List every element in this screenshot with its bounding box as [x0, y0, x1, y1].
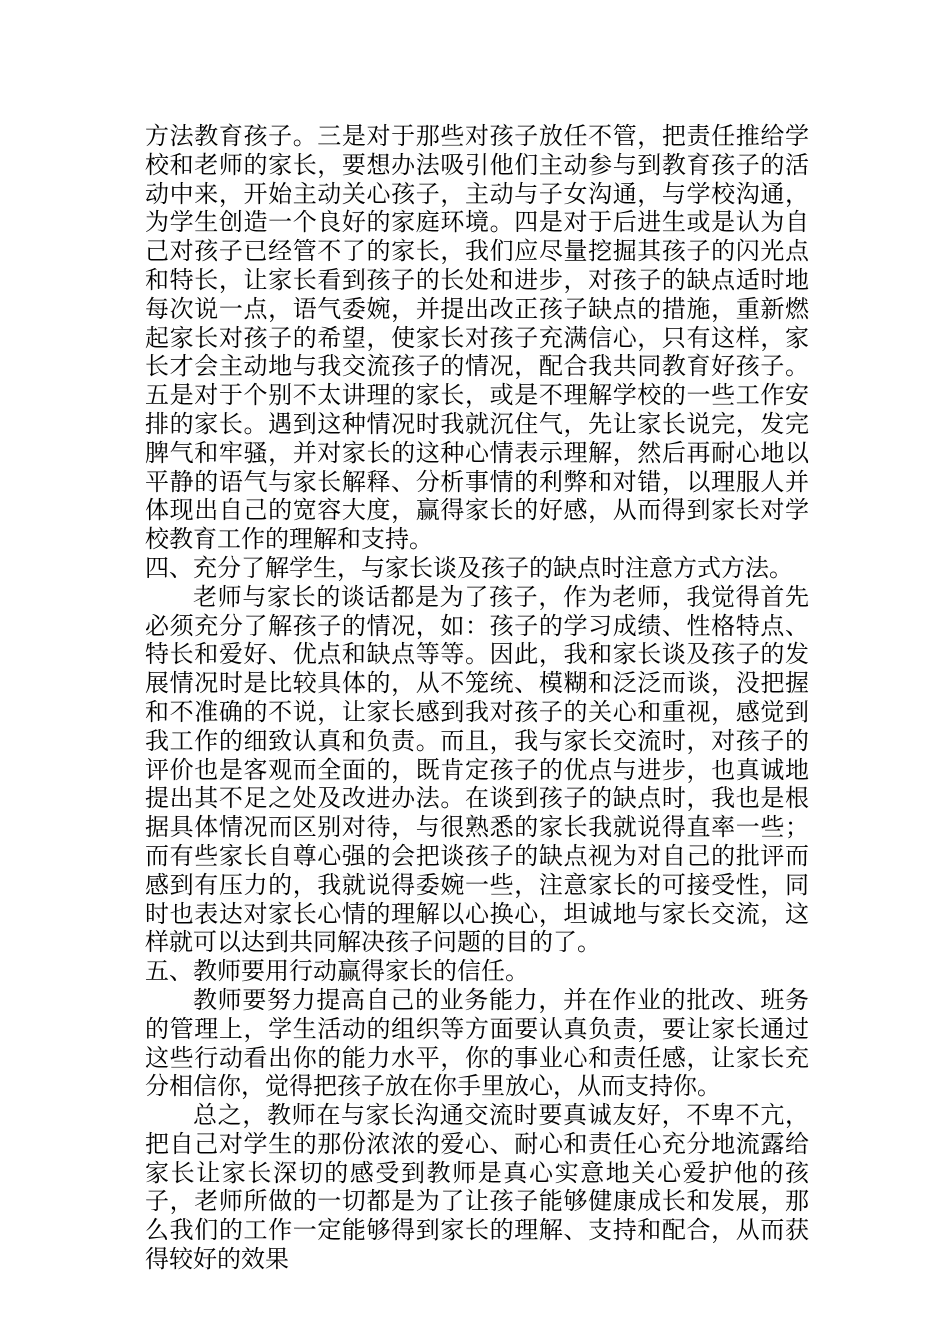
- paragraph-conclusion: 总之，教师在与家长沟通交流时要真诚友好，不卑不亢，把自己对学生的那份浓浓的爱心、耐心和责任心充分地流露给家长让家长深切的感受到教师是真心实意地关心爱护他的孩子，老师所做的一切都是为了让孩子能够健康成长和发展，那么我们的工作一定能够得到家长的理解、支持和配合，从而获得较好的效果: [145, 1101, 809, 1274]
- paragraph-teacher-actions: 教师要努力提高自己的业务能力，并在作业的批改、班务的管理上，学生活动的组织等方面要认真负责，要让家长通过这些行动看出你的能力水平，你的事业心和责任感，让家长充分相信你，觉得把孩子放在你手里放心，从而支持你。: [145, 985, 809, 1101]
- paragraph-understand-students: 老师与家长的谈话都是为了孩子，作为老师，我觉得首先必须充分了解孩子的情况，如：孩子的学习成绩、性格特点、特长和爱好、优点和缺点等等。因此，我和家长谈及孩子的发展情况时是比较具体的，从不笼统、模糊和泛泛而谈，没把握和不准确的不说，让家长感到我对孩子的关心和重视，感觉到我工作的细致认真和负责。而且，我与家长交流时，对孩子的评价也是客观而全面的，既肯定孩子的优点与进步，也真诚地提出其不足之处及改进办法。在谈到孩子的缺点时，我也是根据具体情况而区别对待，与很熟悉的家长我就说得直率一些；而有些家长自尊心强的会把谈孩子的缺点视为对自己的批评而感到有压力的，我就说得委婉一些，注意家长的可接受性，同时也表达对家长心情的理解以心换心，坦诚地与家长交流，这样就可以达到共同解决孩子问题的目的了。: [145, 582, 809, 957]
- section-heading-five: 五、教师要用行动赢得家长的信任。: [145, 957, 529, 986]
- section-heading-four: 四、充分了解学生，与家长谈及孩子的缺点时注意方式方法。: [145, 553, 793, 582]
- document-page: [145, 122, 809, 1274]
- paragraph-parent-types: 方法教育孩子。三是对于那些对孩子放任不管，把责任推给学校和老师的家长，要想办法吸引他们主动参与到教育孩子的活动中来，开始主动关心孩子，主动与子女沟通，与学校沟通，为学生创造一个良好的家庭环境。四是对于后进生或是认为自己对孩子已经管不了的家长，我们应尽量挖掘其孩子的闪光点和特长，让家长看到孩子的长处和进步，对孩子的缺点适时地每次说一点，语气委婉，并提出改正孩子缺点的措施，重新燃起家长对孩子的希望，使家长对孩子充满信心，只有这样，家长才会主动地与我交流孩子的情况，配合我共同教育好孩子。五是对于个别不太讲理的家长，或是不理解学校的一些工作安排的家长。遇到这种情况时我就沉住气，先让家长说完，发完脾气和牢骚，并对家长的这种心情表示理解，然后再耐心地以平静的语气与家长解释、分析事情的利弊和对错，以理服人并体现出自己的宽容大度，赢得家长的好感，从而得到家长对学校教育工作的理解和支持。: [145, 122, 809, 554]
